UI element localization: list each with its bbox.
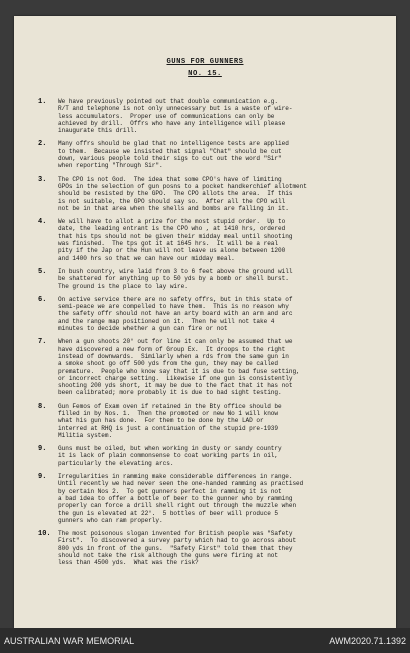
document-title: GUNS FOR GUNNERS — [166, 58, 244, 66]
paragraph-number: 5. — [38, 267, 47, 276]
paragraph-text: In bush country, wire laid from 3 to 6 feet above the ground will be shattered for anything up to 50 yds by a bomb or shell burst. The ground is the place to lay wire. — [58, 267, 293, 290]
paragraph-number: 4. — [38, 218, 47, 227]
document-page — [14, 16, 396, 628]
paragraph-item — [38, 176, 372, 212]
paragraph-text: Gun Femos of Exam oven if retained in the Bty office should be filled in by Nos. 1. Then the promoted or new No 1 will know what his gun has done. For them to be done by the LAD or interred at RHQ is just a continuation of the stupid pre-1939 Militia system. — [58, 402, 282, 439]
paragraph-item — [38, 218, 372, 262]
paragraph-item — [38, 296, 372, 332]
paragraph-number: 8. — [38, 402, 47, 411]
paragraph-number: 9. — [38, 445, 47, 454]
paragraph-text: Irregularities in ramming make considerable differences in range. Until recently we had never seen the one-handed ramming as practised by certain Nos 2. To get gunners perfect in ramming it is not a bad idea to offer a bottle of beer to the gunner who by ramming properly can force a drill shell right out through the muzzle when the gun is elevated at 22°. 5 bottles of beer will produce 5 gunners who can ram properly. — [58, 473, 304, 524]
paragraph-item — [38, 268, 372, 290]
paragraph-text: We have previously pointed out that double communication e.g. R/T and telephone is not only unnecessary but is a waste of wire- less accumulators. Proper use of communications can only be achieved by drill. Offrs who have any intelligence will please inaugurate this drill. — [58, 98, 293, 135]
footer-institution: AUSTRALIAN WAR MEMORIAL — [4, 635, 135, 646]
archive-footer — [0, 628, 410, 653]
paragraph-text: On active service there are no safety offrs, but in this state of semi-peace we are compelled to have them. This is no reason why the safety offr should not have an arty board with an arm and arc and the range map positioned on it. Then he will not take 4 minutes to decide whether a gun can fire or not — [58, 295, 293, 333]
paragraph-item — [38, 445, 372, 467]
paragraph-item — [38, 530, 372, 566]
paragraph-number: 6. — [38, 295, 47, 304]
paragraph-text: The most poisonous slogan invented for British people was "Safety First". To discovered a survey party which had to go across about 800 yds in front of the guns. "Safety First" told them that they should not take the risk although the guns were firing at not less than 4500 yds. What was the risk? — [58, 530, 297, 567]
paragraph-item — [38, 98, 372, 134]
paragraph-text: Guns must be oiled, but when working in dusty or sandy country it is lack of plain commonsense to coat working parts in oil, particularly the elevating arcs. — [58, 445, 282, 467]
paragraph-number: 1. — [38, 98, 47, 106]
paragraph-text: We will have to allot a prize for the most stupid order. Up to date, the leading entrant is the CPO who , at 1410 hrs, ordered that his tps should not be given their midday meal until shooting was finished. The tps got it at 1645 hrs. It will be a real pity if the Jap or the Hun will not leave us alone between 1200 and 1400 hrs so that we can have our midday meal. — [58, 218, 293, 262]
footer-accession-number: AWM2020.71.1392 — [329, 635, 406, 646]
paragraph-text: The CPO is not God. The idea that some CPO's have of limiting GPOs in the selection of gun posns to a pocket handkerchief allotment should be resisted by the GPO. The CPO allots the area. If this is not suitable, the GPO should say so. After all the CPO will not be in that area when the shells and bombs are falling in it. — [58, 175, 307, 212]
paragraph-number: 10. — [38, 530, 51, 539]
paragraph-item — [38, 338, 372, 396]
document-subtitle: NO. 15. — [188, 70, 222, 78]
paragraph-number: 7. — [38, 338, 47, 347]
paragraph-number: 9. — [38, 473, 47, 482]
paragraph-number: 2. — [38, 140, 47, 149]
paragraph-item — [38, 140, 372, 169]
paragraph-item — [38, 403, 372, 439]
paragraph-item — [38, 473, 372, 524]
paragraph-number: 3. — [38, 175, 47, 184]
paragraph-text: When a gun shoots 20° out for line it can only be assumed that we have discovered a new form of Group Ex. It droops to the right instead of downwards. Similarly when a rds from the same gun in a smoke shoot go off 500 yds from the gun, they may be called premature. People who know say that it is due to bad fuse setting, or incorrect charge setting. Likewise if one gun is consistently shooting 200 yds short, it may be due to the fact that it has not been calibrated; more probably it is due to bad sight testing. — [58, 338, 300, 397]
numbered-paragraph-list — [38, 98, 372, 573]
paragraph-text: Many offrs should be glad that no intelligence tests are applied to them. Because we insisted that signal "Chat" should be cut down, various people told their sigs to cut out the word "Sir" when reporting "Through Sir". — [58, 140, 289, 170]
